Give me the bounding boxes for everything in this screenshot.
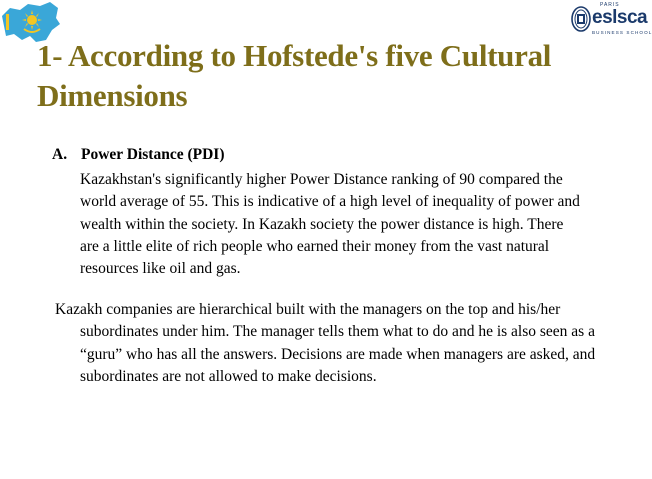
eslsca-logo	[570, 2, 652, 40]
logo-tagline: BUSINESS SCHOOL	[592, 30, 652, 35]
section-title: Power Distance (PDI)	[81, 146, 225, 163]
paragraph-hierarchy: Kazakh companies are hierarchical built with the managers on the top and his/her subordinates under him. The manager tells them what to do and he is also seen as a “guru” who has all the answers. Decisions are made when managers are asked, and subordinates are not allowed to make decisions.	[55, 301, 596, 385]
logo-city: PARIS	[600, 2, 620, 8]
logo-name: eslsca	[592, 7, 648, 28]
paragraph-power-distance: Kazakhstan's significantly higher Power Distance ranking of 90 compared the world average of 55. This is indicative of a high level of inequality of power and wealth within the society. In Kazakh society the power distance is high. There are a little elite of rich people who earned their money from the vast natural resources like oil and gas.	[80, 171, 580, 278]
section-heading	[52, 146, 224, 164]
slide-title: 1- According to Hofstede's five Cultural Dimensions	[37, 38, 552, 113]
section-marker: A.	[52, 146, 68, 163]
eslsca-seal-icon	[570, 4, 592, 34]
